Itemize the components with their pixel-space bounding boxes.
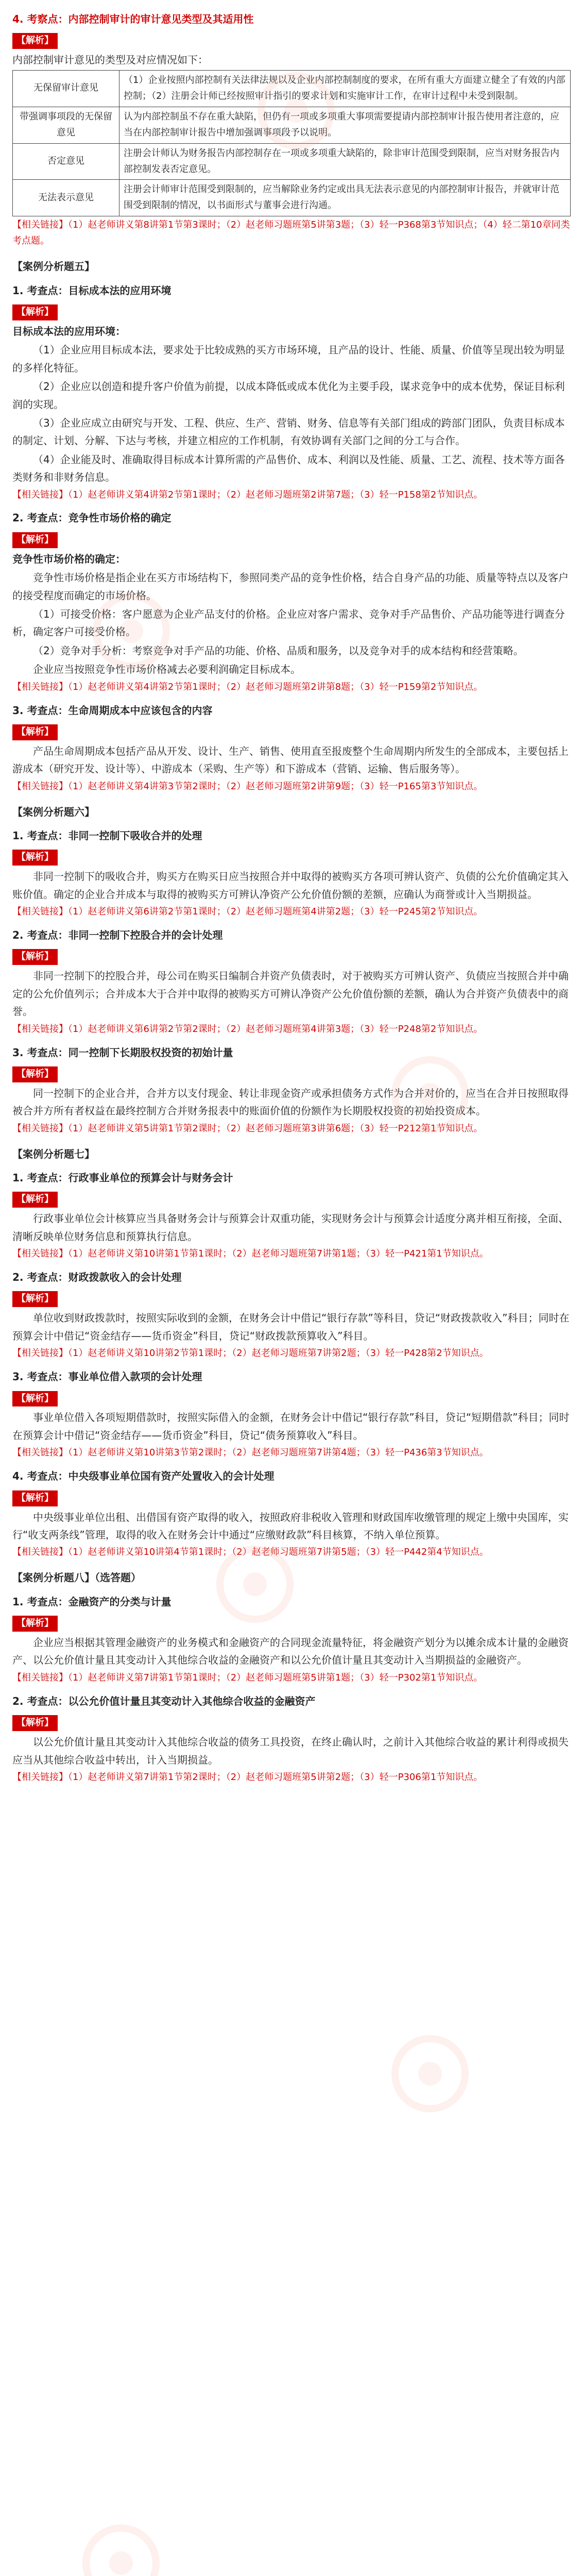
paragraph: 非同一控制下的控股合并，母公司在购买日编制合并资产负债表时，对于被购买方可辨认资产、负债应当按照合并中确定的公允价值列示；合并成本大于合并中取得的被购买方可辨认净资产公允价值份额的差额，确认为合并资产负债表中的商誉。 <box>12 970 569 1018</box>
table-row <box>13 70 571 107</box>
paragraph: 目标成本法的应用环境： <box>12 325 126 337</box>
watermark-logo <box>82 2524 160 2576</box>
opinion-condition: 注册会计师认为财务报告内部控制存在一项或多项重大缺陷的，除非审计范围受到限制，应当对财务报告内部控制发表否定意见。 <box>119 143 571 180</box>
opinion-condition: （1）企业按照内部控制有关法律法规以及企业内部控制制度的要求，在所有重大方面建立健全了有效的内部控制；（2）注册会计师已经按照审计指引的要求计划和实施审计工作，在审计过程中未受到限制。 <box>119 70 571 107</box>
answer-section <box>12 10 571 249</box>
answer-section <box>12 926 571 1037</box>
table-row <box>13 180 571 216</box>
answer-section <box>12 282 571 503</box>
analysis-tag: 【解析】 <box>12 949 58 965</box>
analysis-tag: 【解析】 <box>12 1490 58 1506</box>
related-links[interactable]: 【相关链接】（1）赵老师讲义第7讲第1节第1课时；（2）赵老师习题班第5讲第1题；（3）轻一P302第1节知识点。 <box>12 1672 483 1683</box>
analysis-tag: 【解析】 <box>12 1391 58 1407</box>
analysis-tag: 【解析】 <box>12 304 58 320</box>
question-title: 2. 考查点：以公允价值计量且其变动计入其他综合收益的金融资产 <box>12 1694 316 1707</box>
opinion-type: 无法表示意见 <box>13 180 119 216</box>
question-title: 3. 考查点：同一控制下长期股权投资的初始计量 <box>12 1046 233 1059</box>
analysis-tag: 【解析】 <box>12 1616 58 1632</box>
question-title: 3. 考查点：生命周期成本中应该包含的内容 <box>12 704 213 717</box>
paragraph: 同一控制下的企业合并，合并方以支付现金、转让非现金资产或承担债务方式作为合并对价的，应当在合并日按照取得被合并方所有者权益在最终控制方合并财务报表中的账面价值的份额作为长期股权投资的初始投资成本。 <box>12 1087 569 1117</box>
opinion-type: 无保留审计意见 <box>13 70 119 107</box>
paragraph: 事业单位借入各项短期借款时，按照实际借入的金额，在财务会计中借记“银行存款”科目，贷记“短期借款”科目；同时在预算会计中借记“资金结存——货币资金”科目，贷记“债务预算收入”科目。 <box>12 1411 570 1442</box>
related-links[interactable]: 【相关链接】（1）赵老师讲义第4讲第2节第1课时；（2）赵老师习题班第2讲第7题；（3）轻一P158第2节知识点。 <box>12 489 483 500</box>
table-row <box>13 107 571 143</box>
related-links[interactable]: 【相关链接】（1）赵老师讲义第10讲第2节第1课时；（2）赵老师习题班第7讲第2题；（3）轻一P428第2节知识点。 <box>12 1348 489 1359</box>
question-title: 4. 考查点：中央级事业单位国有资产处置收入的会计处理 <box>12 1470 275 1483</box>
paragraph: 企业应当根据其管理金融资产的业务模式和金融资产的合同现金流量特征，将金融资产划分为以摊余成本计量的金融资产、以公允价值计量且其变动计入其他综合收益的金融资产和以公允价值计量且其变动计入当期损益的金融资产。 <box>12 1636 569 1667</box>
question-title: 4. 考察点：内部控制审计的审计意见类型及其适用性 <box>12 13 254 25</box>
answer-section <box>12 1044 571 1137</box>
question-title: 2. 考查点：非同一控制下控股合并的会计处理 <box>12 929 223 942</box>
answer-section <box>12 1692 571 1786</box>
paragraph: 非同一控制下的吸收合并，购买方在购买日应当按照合并中取得的被购买方各项可辨认资产、负债的公允价值确定其入账价值。确定的企业合并成本与取得的被购买方可辨认净资产公允价值份额的差额，应确认为商誉或计入当期损益。 <box>12 870 569 901</box>
answer-section <box>12 827 571 920</box>
analysis-tag: 【解析】 <box>12 1192 58 1208</box>
analysis-tag: 【解析】 <box>12 1715 58 1731</box>
paragraph: （3）企业应成立由研究与开发、工程、供应、生产、营销、财务、信息等有关部门组成的跨部门团队，负责目标成本的制定、计划、分解、下达与考核，并建立相应的工作机制，有效协调有关部门之间的分工与合作。 <box>12 416 565 447</box>
question-title: 1. 考查点：目标成本法的应用环境 <box>12 284 172 297</box>
opinion-type: 否定意见 <box>13 143 119 180</box>
question-title: 3. 考查点：事业单位借入款项的会计处理 <box>12 1370 202 1383</box>
related-links[interactable]: 【相关链接】（1）赵老师讲义第10讲第1节第1课时；（2）赵老师习题班第7讲第1题；（3）轻一P421第1节知识点。 <box>12 1248 489 1260</box>
case-heading: 【案例分析题七】 <box>12 1147 95 1160</box>
paragraph: 单位收到财政拨款时，按照实际收到的金额，在财务会计中借记“银行存款”等科目，贷记“财政拨款收入”科目；同时在预算会计中借记“资金结存——货币资金”科目，贷记“财政拨款预算收入”科目。 <box>12 1312 570 1342</box>
paragraph: （2）竞争对手分析：考察竞争对手产品的功能、价格、品质和服务，以及竞争对手的成本结构和经营策略。 <box>33 644 524 657</box>
question-title: 1. 考查点：非同一控制下吸收合并的处理 <box>12 829 202 842</box>
paragraph: 产品生命周期成本包括产品从开发、设计、生产、销售、使用直至报废整个生命周期内所发生的全部成本，主要包括上游成本（研究开发、设计等）、中游成本（采购、生产等）和下游成本（营销、运输、售后服务等）。 <box>12 744 569 775</box>
answer-section <box>12 1169 571 1262</box>
paragraph: 竞争性市场价格的确定： <box>12 552 126 565</box>
question-title: 2. 考查点：竞争性市场价格的确定 <box>12 512 172 524</box>
paragraph: 企业应当按照竞争性市场价格减去必要利润确定目标成本。 <box>33 663 301 676</box>
opinion-type: 带强调事项段的无保留意见 <box>13 107 119 143</box>
analysis-tag: 【解析】 <box>12 850 58 866</box>
paragraph: 以公允价值计量且其变动计入其他综合收益的债务工具投资，在终止确认时，之前计入其他综合收益的累计利得或损失应当从其他综合收益中转出，计入当期损益。 <box>12 1736 569 1766</box>
paragraph: （4）企业能及时、准确取得目标成本计算所需的产品售价、成本、利润以及性能、质量、工艺、流程、技术等方面各类财务和非财务信息。 <box>12 453 565 484</box>
paragraph: 竞争性市场价格是指企业在买方市场结构下，参照同类产品的竞争性价格，结合自身产品的功能、质量等特点以及客户的接受程度而确定的市场价格。 <box>12 571 569 602</box>
analysis-tag: 【解析】 <box>12 532 58 548</box>
opinion-condition: 认为内部控制虽不存在重大缺陷，但仍有一项或多项重大事项需要提请内部控制审计报告使用者注意的，应当在内部控制审计报告中增加强调事项段予以说明。 <box>119 107 571 143</box>
analysis-tag: 【解析】 <box>12 724 58 740</box>
opinion-table <box>12 70 571 217</box>
answer-section <box>12 1467 571 1561</box>
related-links[interactable]: 【相关链接】（1）赵老师讲义第8讲第1节第3课时；（2）赵老师习题班第5讲第3题；（3）轻一P368第3节知识点；（4）轻二第10章同类考点题。 <box>12 219 570 247</box>
related-links[interactable]: 【相关链接】（1）赵老师讲义第6讲第2节第2课时；（2）赵老师习题班第4讲第3题；（3）轻一P248第2节知识点。 <box>12 1023 483 1035</box>
paragraph: 行政事业单位会计核算应当具备财务会计与预算会计双重功能，实现财务会计与预算会计适度分离并相互衔接，全面、清晰反映单位财务信息和预算执行信息。 <box>12 1212 569 1243</box>
table-row <box>13 143 571 180</box>
related-links[interactable]: 【相关链接】（1）赵老师讲义第5讲第1节第2课时；（2）赵老师习题班第3讲第6题；（3）轻一P212第1节知识点。 <box>12 1123 483 1134</box>
related-links[interactable]: 【相关链接】（1）赵老师讲义第7讲第1节第2课时；（2）赵老师习题班第5讲第2题；（3）轻一P306第1节知识点。 <box>12 1771 483 1783</box>
table-intro: 内部控制审计意见的类型及对应情况如下： <box>12 54 208 66</box>
answer-section <box>12 509 571 695</box>
analysis-tag: 【解析】 <box>12 33 58 49</box>
opinion-condition: 注册会计师审计范围受到限制的，应当解除业务约定或出具无法表示意见的内部控制审计报告，并就审计范围受到限制的情况，以书面形式与董事会进行沟通。 <box>119 180 571 216</box>
question-title: 1. 考查点：金融资产的分类与计量 <box>12 1595 172 1608</box>
case-heading: 【案例分析题八】（选答题） <box>12 1571 141 1584</box>
paragraph: 中央级事业单位出租、出借国有资产取得的收入，按照政府非税收入管理和财政国库收缴管理的规定上缴中央国库，实行“收支两条线”管理，取得的收入在财务会计中通过“应缴财政款”科目核算，不纳入单位预算。 <box>12 1511 569 1541</box>
related-links[interactable]: 【相关链接】（1）赵老师讲义第4讲第2节第1课时；（2）赵老师习题班第2讲第8题；（3）轻一P159第2节知识点。 <box>12 681 483 692</box>
analysis-tag: 【解析】 <box>12 1291 58 1307</box>
case-heading: 【案例分析题五】 <box>12 260 95 273</box>
related-links[interactable]: 【相关链接】（1）赵老师讲义第10讲第3节第2课时；（2）赵老师习题班第7讲第4题；（3）轻一P436第3节知识点。 <box>12 1447 489 1459</box>
analysis-tag: 【解析】 <box>12 1066 58 1082</box>
answer-section <box>12 1268 571 1362</box>
question-title: 2. 考查点：财政拨款收入的会计处理 <box>12 1271 182 1284</box>
question-title: 1. 考查点：行政事业单位的预算会计与财务会计 <box>12 1171 233 1184</box>
related-links[interactable]: 【相关链接】（1）赵老师讲义第6讲第2节第1课时；（2）赵老师习题班第4讲第2题；（3）轻一P245第2节知识点。 <box>12 906 483 918</box>
related-links[interactable]: 【相关链接】（1）赵老师讲义第10讲第4节第1课时；（2）赵老师习题班第7讲第5题；（3）轻一P442第4节知识点。 <box>12 1547 489 1558</box>
related-links[interactable]: 【相关链接】（1）赵老师讲义第4讲第3节第2课时；（2）赵老师习题班第2讲第9题；（3）轻一P165第3节知识点。 <box>12 781 483 792</box>
paragraph: （1）可接受价格：客户愿意为企业产品支付的价格。企业应对客户需求、竞争对手产品售价、产品功能等进行调查分析，确定客户可接受价格。 <box>12 607 565 638</box>
answer-section <box>12 1593 571 1686</box>
case-heading: 【案例分析题六】 <box>12 805 95 818</box>
answer-section <box>12 1368 571 1461</box>
paragraph: （1）企业应用目标成本法，要求处于比较成熟的买方市场环境，且产品的设计、性能、质量、价值等呈现出较为明显的多样化特征。 <box>12 344 565 374</box>
paragraph: （2）企业应以创造和提升客户价值为前提，以成本降低或成本优化为主要手段，谋求竞争中的成本优势，保证目标利润的实现。 <box>12 380 565 411</box>
answer-section <box>12 702 571 795</box>
watermark-logo <box>391 2035 469 2112</box>
